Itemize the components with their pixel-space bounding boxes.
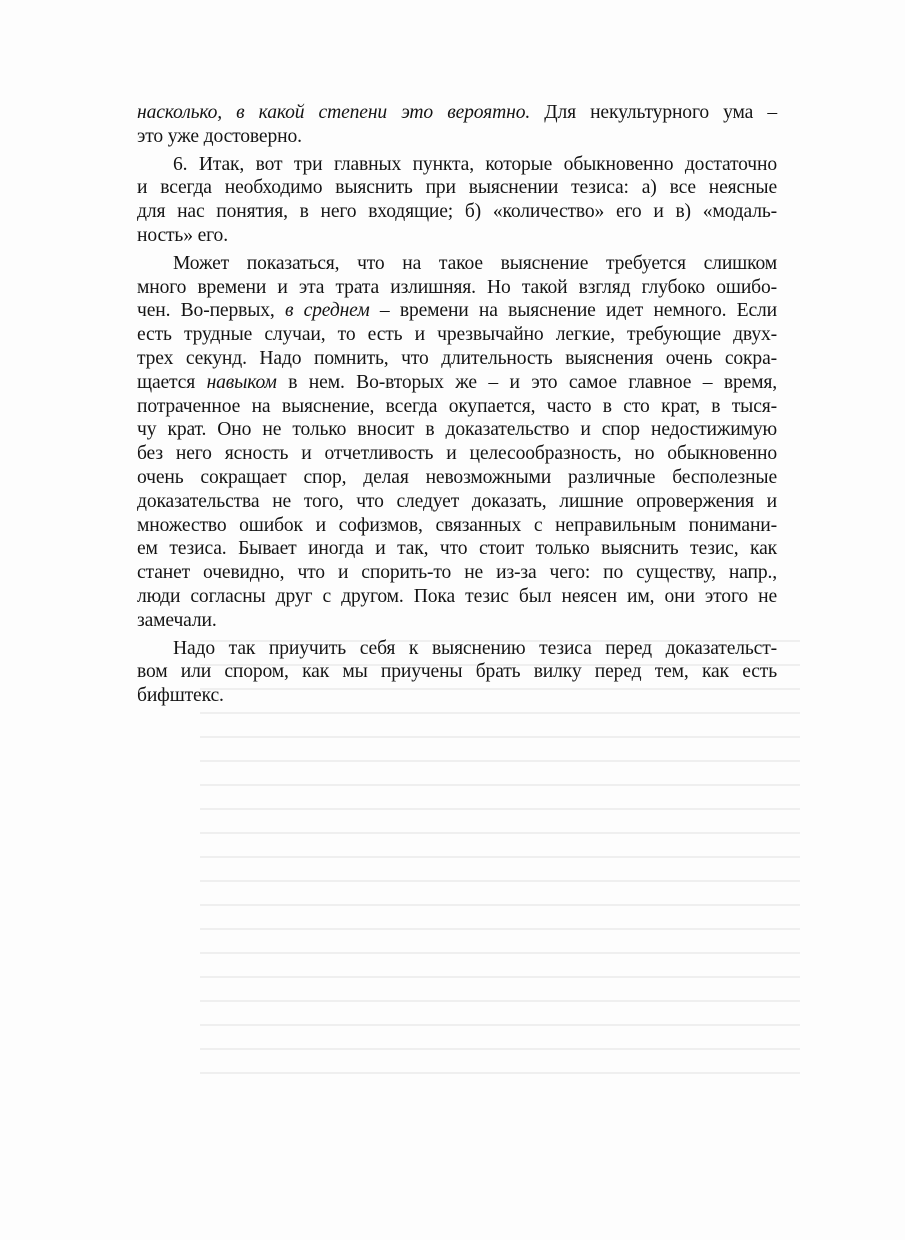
text-run: чен. Во-первых, xyxy=(137,300,285,322)
text-line: доказательства не того, что следует доказать, лишние опровержения и xyxy=(137,490,777,512)
text-line: очень сокращает спор, делая невозможными различные бесполезные xyxy=(137,466,777,488)
paragraph-clarification-time xyxy=(137,252,777,633)
text-line: потраченное на выяснение, всегда окупается, часто в сто крат, в тыся- xyxy=(137,395,777,417)
text-line xyxy=(137,299,777,323)
paragraph-habit xyxy=(137,637,777,708)
reverse-side-bleed-through xyxy=(200,640,800,1120)
paragraph-item-6 xyxy=(137,153,777,248)
italic-emphasis: в среднем xyxy=(284,300,370,322)
text-line: без него ясность и отчетливость и целесообразность, но обыкновенно xyxy=(137,443,777,465)
text-line: это уже достоверно. xyxy=(137,125,302,147)
italic-emphasis: навыком xyxy=(206,371,277,393)
text-run: в нем. Во-вторых же – и это самое главное – время, xyxy=(276,371,777,393)
text-line: трех секунд. Надо помнить, что длительность выяснения очень сокра- xyxy=(137,347,777,369)
text-line: множество ошибок и софизмов, связанных с неправильным понимани- xyxy=(137,514,777,536)
text-line: чу крат. Оно не только вносит в доказательство и спор недостижимую xyxy=(137,419,777,441)
text-line: люди согласны друг с другом. Пока тезис был неясен им, они этого не xyxy=(137,585,777,607)
body-text xyxy=(137,101,777,708)
text-line: вом или спором, как мы приучены брать вилку перед тем, как есть xyxy=(137,661,777,683)
paragraph-continuation xyxy=(137,101,777,149)
text-line: для нас понятия, в него входящие; б) «количество» его и в) «модаль- xyxy=(137,201,777,223)
text-run: Для некультурного ума – xyxy=(530,102,777,123)
text-line: есть трудные случаи, то есть и чрезвычайно легкие, требующие двух- xyxy=(137,324,777,346)
text-run: – времени на выяснение идет немного. Если xyxy=(369,300,777,322)
text-line: 6. Итак, вот три главных пункта, которые обыкновенно достаточно xyxy=(173,153,777,175)
text-line: и всегда необходимо выяснить при выяснении тезиса: а) все неясные xyxy=(137,177,777,199)
text-line: ность» его. xyxy=(137,224,228,246)
text-line xyxy=(137,371,777,395)
text-line: Может показаться, что на такое выяснение требуется слишком xyxy=(173,252,777,274)
text-line: станет очевидно, что и спорить-то не из-за чего: по существу, напр., xyxy=(137,562,777,584)
text-line: много времени и эта трата излишняя. Но такой взгляд глубоко ошибо- xyxy=(137,276,777,298)
text-line xyxy=(137,101,777,125)
italic-emphasis: насколько, в какой степени это вероятно. xyxy=(137,102,531,123)
text-line: бифштекс. xyxy=(137,685,224,707)
text-line: ем тезиса. Бывает иногда и так, что стоит только выяснить тезис, как xyxy=(137,538,777,560)
text-run: щается xyxy=(137,371,207,393)
text-line: замечали. xyxy=(137,609,217,631)
text-line: Надо так приучить себя к выяснению тезиса перед доказательст- xyxy=(173,637,777,659)
